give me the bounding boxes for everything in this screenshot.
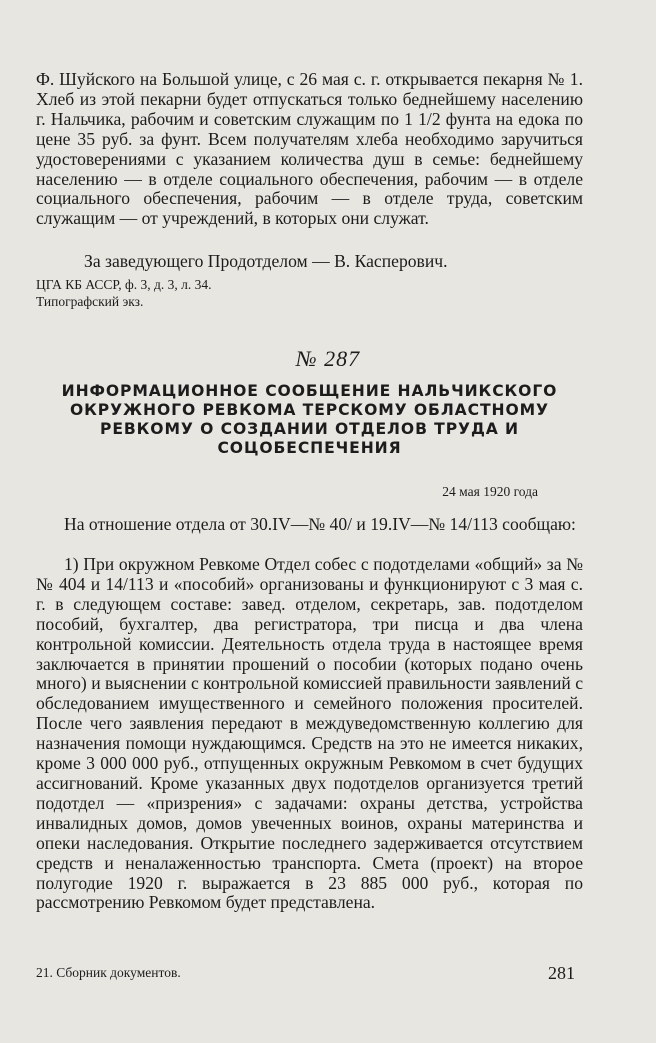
archive-note: Типографский экз. <box>36 294 144 309</box>
intro-paragraph: На отношение отдела от 30.IV—№ 40/ и 19.IV—№ 14/113 сообщаю: <box>64 514 576 534</box>
document-number: № 287 <box>295 346 361 371</box>
signature-line: За заведующего Продотделом — В. Касперович. <box>84 251 448 271</box>
document-heading: ИНФОРМАЦИОННОЕ СООБЩЕНИЕ НАЛЬЧИКСКОГО ОКРУЖНОГО РЕВКОМА ТЕРСКОМУ ОБЛАСТНОМУ РЕВКОМУ О СОЗДАНИИ ОТДЕЛОВ ТРУДА И СОЦОБЕСПЕЧЕНИЯ <box>61 382 558 457</box>
archive-citation <box>36 276 211 310</box>
top-paragraph: Ф. Шуйского на Большой улице, с 26 мая с. г. открывается пекарня № 1. Хлеб из этой пекарни будет отпускаться только беднейшему населению г. Нальчика, рабочим и советским служащим по 1 1/2 фунта на едока по цене 35 руб. за фунт. Всем получателям хлеба необходимо заручиться удостоверениями с указанием количества душ в семье: беднейшему населению — в отделе социального обеспечения, рабочим — в отделе социального обеспечения, рабочим — в отделе труда, советским служащим — от учреждений, в которых они служат. <box>36 69 583 229</box>
main-paragraph: 1) При окружном Ревкоме Отдел собес с подотделами «общий» за №№ 404 и 14/113 и «пособий» организованы и функционируют с 3 мая с. г. в следующем составе: завед. отделом, секретарь, зав. подотделом пособий, бухгалтер, два регистратора, три писца и два члена контрольной комиссии. Деятельность отдела труда в настоящее время заключается в принятии прошений о пособии (которых подано очень много) и выяснении с контрольной комиссией правильности заявлений с обследованием имущественного и семейного положения просителей. После чего заявления передают в междуведомственную коллегию для назначения помощи нуждающимся. Средств на это не имеется никаких, кроме 3 000 000 руб., отпущенных окружным Ревкомом в счет будущих ассигнований. Кроме указанных двух подотделов организуется третий подотдел — «призрения» с задачами: охраны детства, устройства инвалидных домов, домов увеченных воинов, охраны материнства и опеки наследования. Открытие последнего задерживается отсутствием средств и неналаженностью транспорта. Смета (проект) на второе полугодие 1920 г. выражается в 23 885 000 руб., которая по рассмотрению Ревкомом будет представлена. <box>36 554 583 913</box>
archive-reference: ЦГА КБ АССР, ф. 3, д. 3, л. 34. <box>36 277 212 292</box>
page-number: 281 <box>548 963 575 983</box>
printer-signature-mark: 21. Сборник документов. <box>36 965 181 980</box>
document-date: 24 мая 1920 года <box>442 484 538 499</box>
